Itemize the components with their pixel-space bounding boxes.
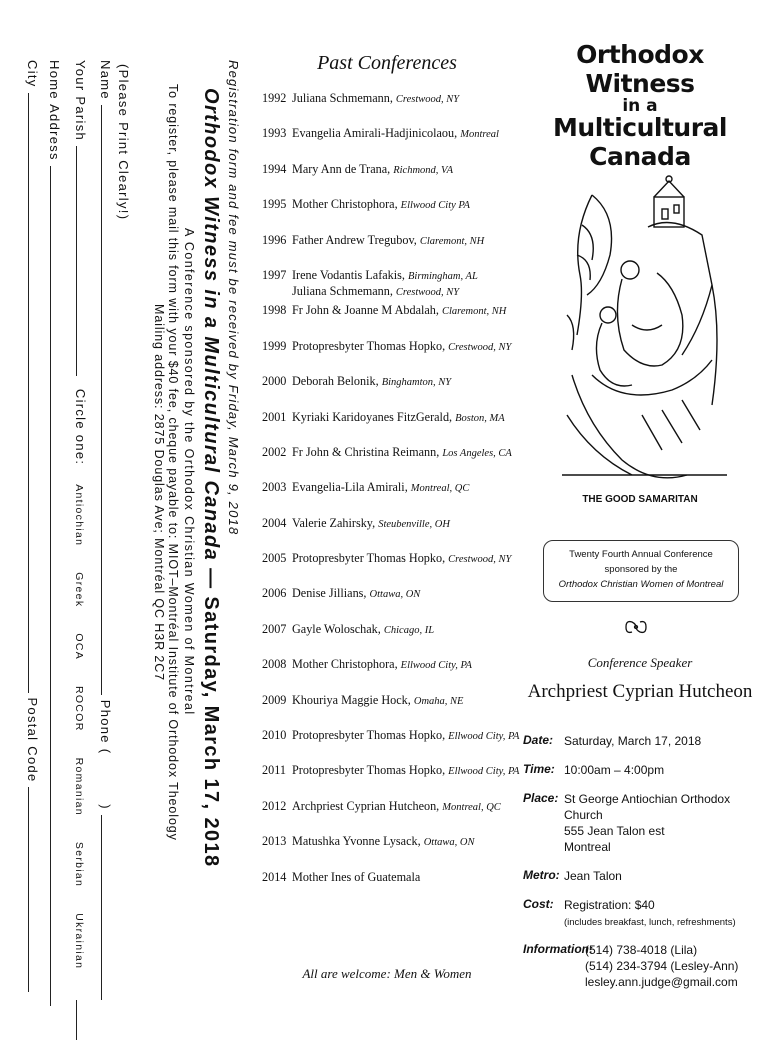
conference-item	[262, 162, 512, 197]
option-greek[interactable]: Greek	[73, 572, 85, 608]
print-clearly-note: (Please Print Clearly!)	[116, 64, 131, 221]
conference-item	[262, 410, 512, 445]
conference-year: 2010	[262, 728, 287, 743]
place-line-2: 555 Jean Talon est	[564, 824, 665, 838]
conference-speaker: Juliana Schmemann,	[292, 91, 393, 105]
speaker-name: Archpriest Cyprian Hutcheon	[527, 681, 753, 702]
conference-year: 1997	[262, 267, 287, 282]
metro-row	[523, 868, 768, 884]
option-ukrainian[interactable]: Ukrainian	[73, 913, 85, 970]
conference-year: 2008	[262, 657, 287, 672]
information-row	[523, 942, 768, 990]
conference-item	[262, 586, 512, 621]
conference-item	[262, 374, 512, 409]
postal-code-label: Postal Code	[25, 697, 40, 783]
conference-location: Omaha, NE	[413, 695, 464, 707]
conference-speaker: Khouriya Maggie Hock,	[292, 692, 411, 707]
conference-location: Los Angeles, CA	[442, 447, 512, 459]
conference-speaker: Fr John & Joanne M Abdalah,	[292, 303, 439, 318]
welcome-note: All are welcome: Men & Women	[302, 966, 472, 981]
conference-item	[262, 551, 512, 586]
name-field[interactable]	[98, 60, 113, 1000]
name-line[interactable]	[101, 105, 103, 695]
conference-speaker: Valerie Zahirsky,	[292, 515, 376, 530]
illustration-caption: THE GOOD SAMARITAN	[582, 494, 698, 505]
title-line-1: Orthodox Witness	[576, 40, 704, 98]
conference-list	[262, 91, 520, 905]
phone-label: Phone (	[98, 699, 113, 755]
sponsored-by-line: sponsored by the	[604, 564, 678, 575]
conference-item	[262, 834, 512, 869]
cost-row	[523, 897, 768, 931]
home-address-field[interactable]	[47, 60, 62, 1006]
conference-year: 1999	[262, 338, 287, 353]
sponsor-box	[543, 540, 739, 602]
conference-speaker: Matushka Yvonne Lysack,	[292, 834, 421, 849]
conference-item	[262, 480, 512, 515]
registration-instruction: To register, please mail this form with your $40 fee, cheque payable to: MIOT–Montréal Institute of Orthodox Theology	[166, 84, 180, 841]
conference-speaker: Father Andrew Tregubov,	[292, 232, 417, 247]
place-row	[523, 791, 768, 855]
conference-speaker: Evangelia-Lila Amirali,	[292, 480, 408, 495]
mailing-address: Mailing address: 2875 Douglas Ave; Montréal QC H3R 2C7	[152, 304, 166, 682]
speaker-label: Conference Speaker	[587, 655, 693, 670]
conference-speaker: Mary Ann de Trana,	[292, 161, 391, 176]
conference-item	[262, 657, 512, 692]
conference-year: 2006	[262, 586, 287, 601]
city-field[interactable]	[25, 60, 40, 992]
conference-location: Crestwood, NY	[395, 94, 460, 105]
conference-item	[262, 445, 512, 480]
conference-year: 1993	[262, 126, 287, 141]
conference-speaker: Denise Jillians,	[292, 586, 367, 601]
phone-lesley-ann[interactable]: (514) 234-3794 (Lesley-Ann)	[585, 959, 739, 973]
conference-year: 2003	[262, 480, 287, 495]
conference-item	[262, 126, 512, 161]
conference-item	[262, 763, 520, 798]
conference-location: Claremont, NH	[419, 235, 485, 247]
home-address-line[interactable]	[50, 166, 52, 1006]
conference-speaker: Mother Christophora,	[292, 197, 398, 212]
conference-year: 2005	[262, 551, 287, 566]
conference-location: Claremont, NH	[441, 306, 507, 318]
city-line[interactable]	[28, 93, 30, 693]
past-conferences-heading: Past Conferences	[317, 52, 457, 74]
conference-speaker: Irene Vodantis Lafakis,	[292, 267, 405, 282]
sponsor-name: Orthodox Christian Women of Montreal	[558, 579, 724, 590]
city-label: City	[25, 60, 40, 88]
parish-line[interactable]	[76, 146, 78, 376]
conference-year: 2004	[262, 515, 287, 530]
conference-year: 2000	[262, 374, 287, 389]
home-address-label: Home Address	[47, 60, 62, 161]
conference-item	[262, 870, 512, 905]
parish-label: Your Parish	[73, 60, 88, 142]
conference-year: 1994	[262, 161, 287, 176]
conference-location: Steubenville, OH	[378, 518, 450, 530]
conference-location: Crestwood, NY	[448, 341, 512, 353]
option-oca[interactable]: OCA	[73, 633, 85, 661]
conference-year: 2012	[262, 798, 287, 813]
conference-speaker: Kyriaki Karidoyanes FitzGerald,	[292, 409, 453, 424]
conference-item	[262, 268, 512, 303]
cover-title	[520, 40, 760, 171]
conference-item	[262, 339, 512, 374]
ornament-icon	[622, 616, 650, 638]
conference-item	[262, 233, 512, 268]
conference-location: Ottawa, ON	[369, 589, 421, 601]
registration-form	[0, 0, 245, 1024]
conference-year: 2007	[262, 621, 287, 636]
conference-year: 2002	[262, 444, 287, 459]
phone-lila[interactable]: (514) 738-4018 (Lila)	[585, 943, 698, 957]
conference-location: Ellwood City, PA	[448, 766, 520, 778]
conference-location: Richmond, VA	[393, 164, 454, 176]
conference-item	[262, 693, 512, 728]
parish-field[interactable]	[73, 60, 88, 1040]
conference-speaker: Protopresbyter Thomas Hopko,	[292, 551, 446, 566]
conference-speaker: Protopresbyter Thomas Hopko,	[292, 728, 446, 743]
date-label: Date:	[523, 733, 554, 747]
conference-item	[262, 799, 512, 834]
metro-label: Metro:	[523, 868, 560, 882]
conference-year: 2009	[262, 692, 287, 707]
conference-location: Binghamton, NY	[381, 377, 452, 389]
phone-close: )	[98, 804, 113, 810]
metro-value: Jean Talon	[564, 869, 622, 883]
conference-location: Montreal, QC	[410, 483, 470, 495]
place-label: Place:	[523, 791, 559, 805]
conference-speaker: Protopresbyter Thomas Hopko,	[292, 763, 446, 778]
conference-speaker: Protopresbyter Thomas Hopko,	[292, 338, 446, 353]
time-row	[523, 762, 768, 778]
conference-year: 1992	[262, 91, 287, 105]
title-line-3: Multicultural Canada	[553, 113, 727, 171]
time-label: Time:	[523, 762, 555, 776]
conference-location: Ottawa, ON	[423, 837, 475, 849]
conference-location: Boston, MA	[455, 412, 505, 424]
conference-speaker: Deborah Belonik,	[292, 374, 379, 389]
conference-location: Ellwood City, PA	[448, 731, 520, 743]
date-value: Saturday, March 17, 2018	[564, 734, 702, 748]
conference-year: 2014	[262, 869, 287, 884]
conference-speaker: Fr John & Christina Reimann,	[292, 444, 440, 459]
conference-year: 2011	[262, 763, 286, 778]
conference-location: Montreal	[460, 129, 499, 141]
conference-year: 1996	[262, 232, 287, 247]
conference-year: 1998	[262, 303, 287, 318]
conference-item	[262, 91, 512, 126]
option-serbian[interactable]: Serbian	[73, 841, 85, 888]
name-label: Name	[98, 60, 113, 100]
conference-speaker: Mother Ines of Guatemala	[292, 869, 421, 884]
postal-code-line[interactable]	[28, 787, 30, 992]
phone-space[interactable]	[101, 759, 102, 799]
conference-speaker: Juliana Schmemann,	[292, 283, 393, 298]
denomination-options[interactable]	[73, 484, 88, 1000]
conference-item	[262, 728, 520, 763]
conference-item	[262, 622, 512, 657]
cost-note: (includes breakfast, lunch, refreshments)	[564, 917, 736, 928]
place-line-3: Montreal	[564, 840, 611, 854]
annual-conference-line: Twenty Fourth Annual Conference	[569, 549, 713, 560]
past-conferences	[262, 52, 520, 905]
registration-title	[199, 88, 222, 868]
cost-label: Cost:	[523, 897, 554, 911]
conference-location: Ellwood City PA	[400, 200, 470, 212]
registration-title-italic: Orthodox Witness in a Multicultural Canada	[200, 88, 222, 562]
information-label: Information:	[523, 942, 593, 956]
registration-deadline: Registration form and fee must be received by Friday, March 9, 2018	[226, 60, 241, 536]
conference-location: Chicago, IL	[383, 624, 435, 636]
registration-subtitle: A Conference sponsored by the Orthodox Christian Women of Montreal	[182, 228, 196, 716]
other-option-line[interactable]	[76, 1000, 78, 1040]
conference-speaker: Gayle Woloschak,	[292, 621, 381, 636]
conference-location: Crestwood, NY	[395, 286, 460, 298]
contact-email-link[interactable]: lesley.ann.judge@gmail.com	[585, 975, 738, 989]
conference-speaker: Mother Christophora,	[292, 657, 398, 672]
conference-year: 2001	[262, 409, 287, 424]
conference-item	[262, 197, 512, 232]
conference-year: 1995	[262, 197, 287, 212]
option-antiochian[interactable]: Antiochian	[73, 484, 85, 547]
conference-location: Birmingham, AL	[407, 270, 478, 282]
conference-speaker: Evangelia Amirali-Hadjinicolaou,	[292, 126, 458, 141]
registration-title-date: — Saturday, March 17, 2018	[200, 561, 222, 868]
conference-item	[262, 303, 512, 338]
conference-location: Montreal, QC	[442, 801, 501, 813]
time-value: 10:00am – 4:00pm	[564, 763, 665, 777]
place-line-1: St George Antiochian Orthodox Church	[564, 792, 731, 822]
conference-location: Crestwood, NY	[448, 554, 512, 566]
option-rocor[interactable]: ROCOR	[73, 686, 85, 732]
conference-year: 2013	[262, 834, 287, 849]
conference-speaker: Archpriest Cyprian Hutcheon,	[292, 798, 440, 813]
conference-location: Ellwood City, PA	[400, 660, 472, 672]
circle-one-label: Circle one:	[73, 388, 88, 466]
date-row	[523, 733, 768, 749]
good-samaritan-icon-illustration	[562, 175, 727, 490]
conference-item	[262, 516, 512, 551]
option-romanian[interactable]: Romanian	[73, 757, 85, 816]
event-details	[523, 733, 768, 990]
cost-value: Registration: $40	[564, 898, 655, 912]
title-line-2: in a	[622, 96, 658, 116]
phone-line[interactable]	[101, 815, 103, 1000]
